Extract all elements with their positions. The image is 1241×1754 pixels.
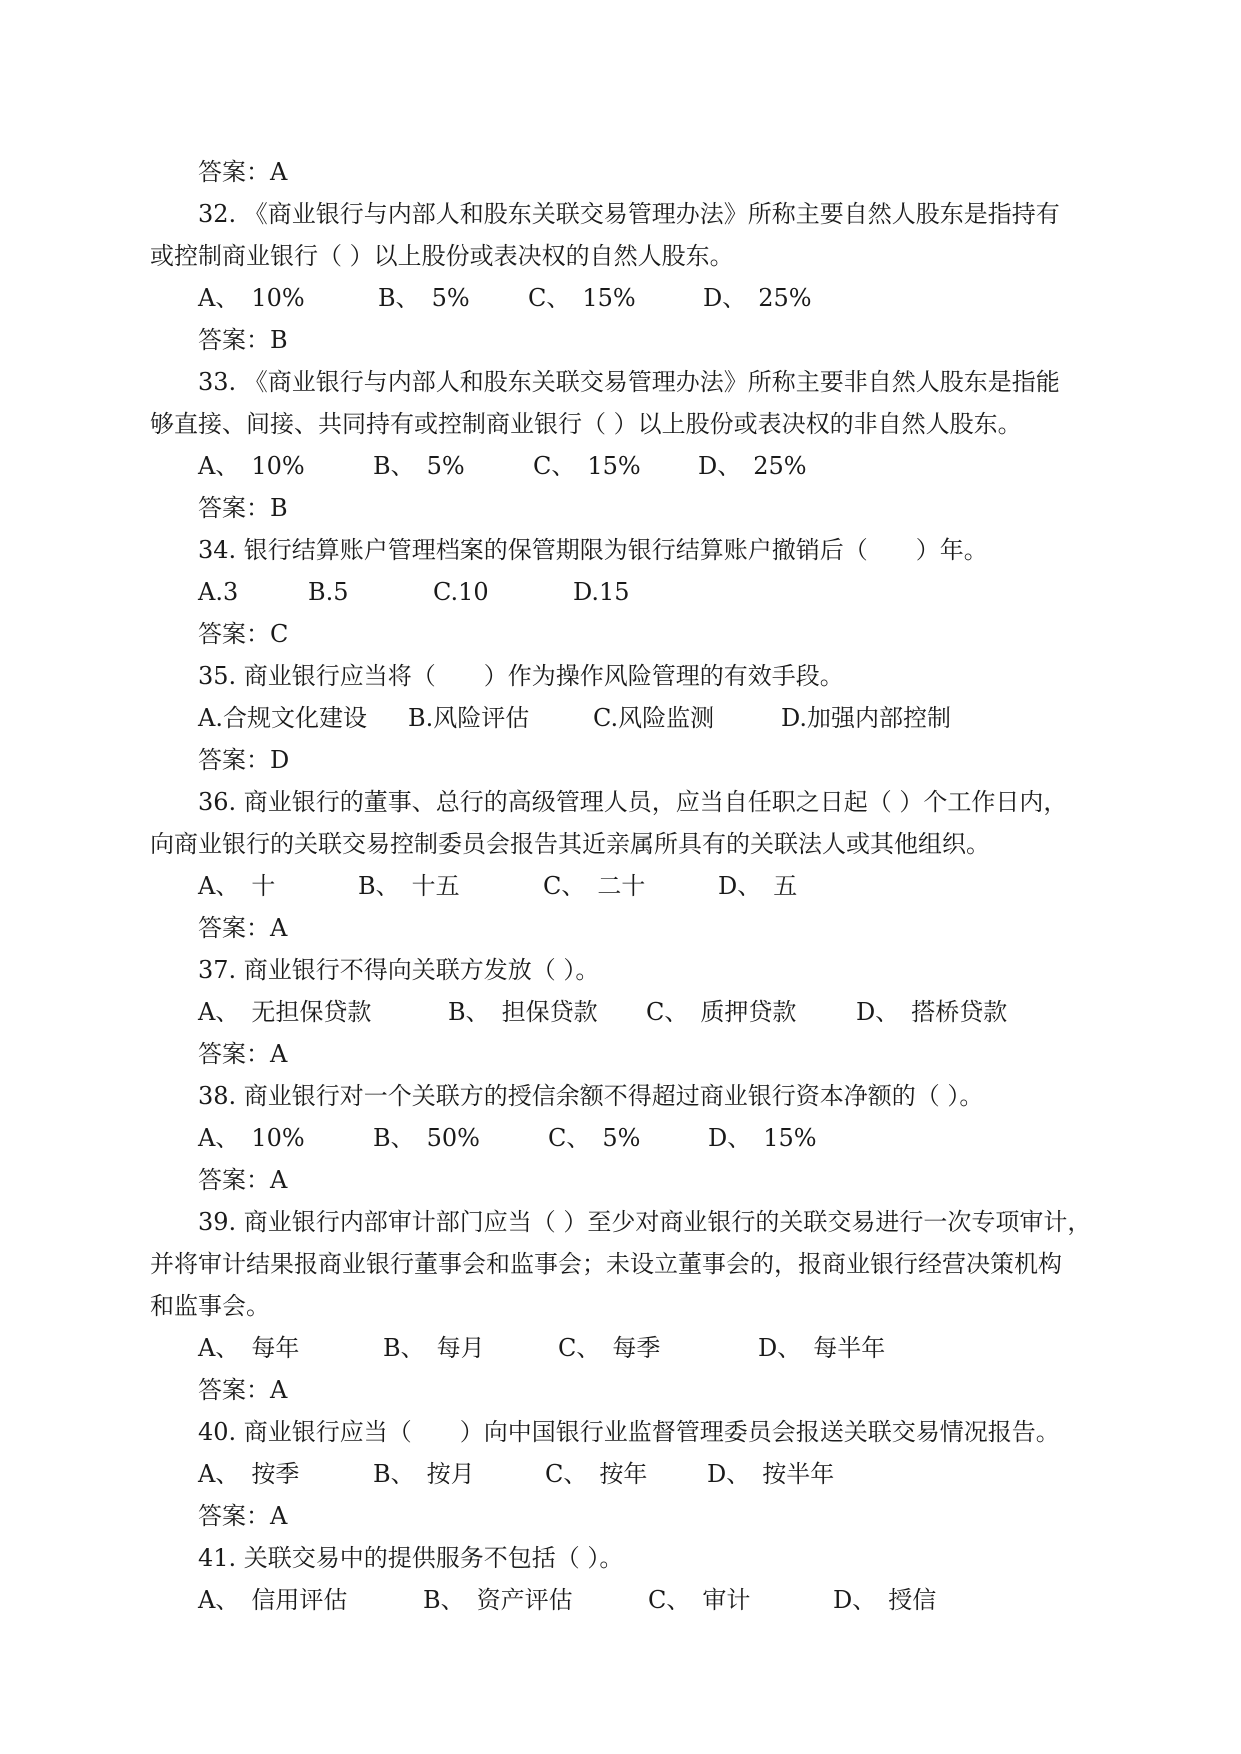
option-d: D、 15% (708, 1124, 817, 1152)
question-text: 或控制商业银行（ ）以上股份或表决权的自然人股东。 (150, 242, 734, 270)
option-a: A、 信用评估 (198, 1586, 348, 1614)
question-text: 向商业银行的关联交易控制委员会报告其近亲属所具有的关联法人或其他组织。 (150, 830, 990, 858)
option-c: C、 审计 (648, 1586, 751, 1614)
question-text: 40. 商业银行应当（ ）向中国银行业监督管理委员会报送关联交易情况报告。 (198, 1418, 1060, 1446)
option-a: A、 按季 (198, 1460, 300, 1488)
answer-line: 答案：A (198, 1166, 288, 1194)
options-row (198, 450, 807, 482)
answer-line: 答案：A (198, 1040, 288, 1068)
option-a: A、 十 (198, 872, 276, 900)
options-row (198, 1122, 817, 1154)
options-row (198, 996, 1007, 1028)
option-c: C、 每季 (558, 1334, 661, 1362)
option-c: C、 5% (548, 1124, 641, 1152)
option-d: D、 五 (718, 872, 798, 900)
question-text: 36. 商业银行的董事、总行的高级管理人员，应当自任职之日起（ ）个工作日内， (198, 788, 1068, 816)
answer-line: 答案：B (198, 494, 288, 522)
option-d: D.15 (573, 578, 630, 606)
option-d: D、 25% (698, 452, 807, 480)
option-c: C、 15% (528, 284, 636, 312)
option-b: B.风险评估 (408, 704, 530, 732)
option-b: B、 5% (378, 284, 470, 312)
option-c: C、 二十 (543, 872, 646, 900)
option-a: A、 10% (198, 452, 305, 480)
option-c: C、 按年 (545, 1460, 648, 1488)
options-row (198, 1584, 936, 1616)
option-b: B、 按月 (373, 1460, 475, 1488)
option-c: C、 15% (533, 452, 641, 480)
option-a: A、 10% (198, 284, 305, 312)
option-b: B、 5% (373, 452, 465, 480)
question-text: 32. 《商业银行与内部人和股东关联交易管理办法》所称主要自然人股东是指持有 (198, 200, 1060, 228)
question-text: 38. 商业银行对一个关联方的授信余额不得超过商业银行资本净额的（ ）。 (198, 1082, 984, 1110)
question-text: 34. 银行结算账户管理档案的保管期限为银行结算账户撤销后（ ）年。 (198, 536, 988, 564)
option-a: A.合规文化建设 (198, 704, 367, 732)
answer-line: 答案：A (198, 1502, 288, 1530)
question-text: 够直接、间接、共同持有或控制商业银行（ ）以上股份或表决权的非自然人股东。 (150, 410, 1022, 438)
option-a: A.3 (198, 578, 239, 606)
options-row (198, 576, 630, 608)
question-text: 41. 关联交易中的提供服务不包括（ ）。 (198, 1544, 624, 1572)
option-d: D、 25% (703, 284, 812, 312)
option-b: B、 资产评估 (423, 1586, 573, 1614)
question-text: 和监事会。 (150, 1292, 270, 1320)
option-c: C.风险监测 (593, 704, 715, 732)
option-d: D、 搭桥贷款 (856, 998, 1008, 1026)
options-row (198, 870, 797, 902)
answer-line: 答案：D (198, 746, 290, 774)
option-b: B.5 (308, 578, 349, 606)
option-d: D、 授信 (833, 1586, 937, 1614)
answer-line: 答案：C (198, 620, 289, 648)
option-a: A、 每年 (198, 1334, 300, 1362)
answer-line: 答案：B (198, 326, 288, 354)
option-d: D、 每半年 (758, 1334, 886, 1362)
option-b: B、 50% (373, 1124, 480, 1152)
option-b: B、 每月 (383, 1334, 485, 1362)
option-d: D、 按半年 (707, 1460, 835, 1488)
option-b: B、 担保贷款 (448, 998, 598, 1026)
options-row (198, 702, 951, 734)
option-b: B、 十五 (358, 872, 460, 900)
question-text: 35. 商业银行应当将（ ）作为操作风险管理的有效手段。 (198, 662, 844, 690)
answer-line: 答案：A (198, 1376, 288, 1404)
answer-line: 答案：A (198, 158, 288, 186)
question-text: 33. 《商业银行与内部人和股东关联交易管理办法》所称主要非自然人股东是指能 (198, 368, 1060, 396)
question-text: 并将审计结果报商业银行董事会和监事会；未设立董事会的，报商业银行经营决策机构 (150, 1250, 1062, 1278)
option-a: A、 无担保贷款 (198, 998, 372, 1026)
question-text: 37. 商业银行不得向关联方发放（ ）。 (198, 956, 600, 984)
question-text: 39. 商业银行内部审计部门应当（ ）至少对商业银行的关联交易进行一次专项审计， (198, 1208, 1092, 1236)
option-c: C、 质押贷款 (646, 998, 797, 1026)
options-row (198, 1332, 885, 1364)
option-c: C.10 (433, 578, 489, 606)
options-row (198, 282, 812, 314)
answer-line: 答案：A (198, 914, 288, 942)
options-row (198, 1458, 834, 1490)
option-d: D.加强内部控制 (781, 704, 952, 732)
option-a: A、 10% (198, 1124, 305, 1152)
